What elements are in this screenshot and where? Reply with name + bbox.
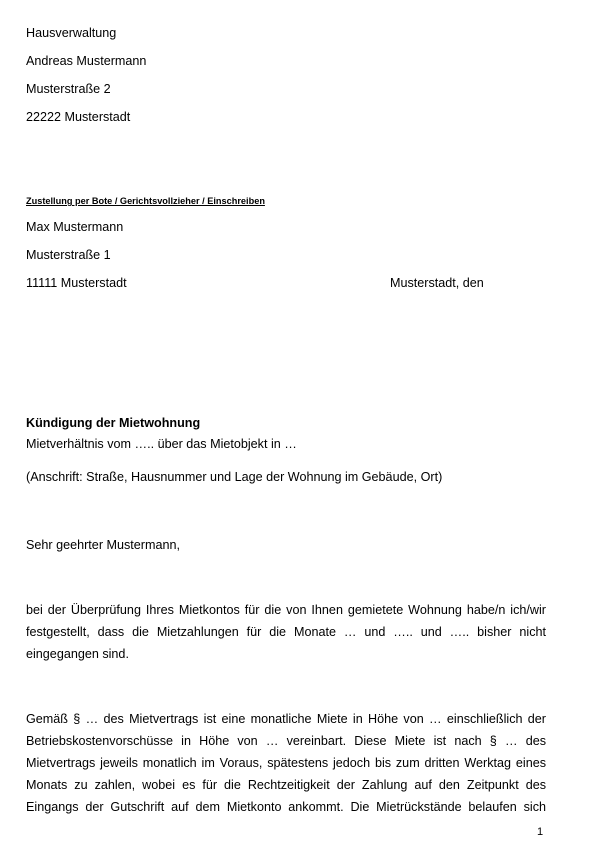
subject-line-3: (Anschrift: Straße, Hausnummer und Lage der Wohnung im Gebäude, Ort) [26, 470, 443, 484]
subject-line-2: Mietverhältnis vom ….. über das Mietobjekt in … [26, 437, 297, 451]
paragraph-1-line: eingegangen sind. [26, 647, 129, 661]
paragraph-2-line: Betriebskostenvorschüsse in Höhe von … vereinbart. Diese Miete ist nach § … des [26, 734, 546, 748]
sender-name: Andreas Mustermann [26, 54, 147, 68]
paragraph-2-line: Mietvertrags jeweils monatlich im Voraus, spätestens jedoch bis zum dritten Werktag eines [26, 756, 546, 770]
sender-street: Musterstraße 2 [26, 82, 111, 96]
sender-city: 22222 Musterstadt [26, 110, 131, 124]
paragraph-2-line: Monats zu zahlen, wobei es für die Rechtzeitigkeit der Zahlung auf den Zeitpunkt des [26, 778, 546, 792]
delivery-note: Zustellung per Bote / Gerichtsvollzieher / Einschreiben [26, 196, 265, 206]
paragraph-2-line: Eingangs der Gutschrift auf dem Mietkonto ankommt. Die Mietrückstände belaufen sich [26, 800, 546, 814]
paragraph-1-line: festgestellt, dass die Mietzahlungen für die Monate … und ….. und ….. bisher nicht [26, 625, 546, 639]
subject-title: Kündigung der Mietwohnung [26, 416, 201, 430]
date-line: Musterstadt, den [390, 276, 484, 290]
paragraph-2-line: Gemäß § … des Mietvertrags ist eine monatliche Miete in Höhe von … einschließlich der [26, 712, 546, 726]
recipient-city: 11111 Musterstadt [26, 276, 127, 290]
sender-company: Hausverwaltung [26, 26, 117, 40]
page-number: 1 [537, 826, 544, 838]
recipient-street: Musterstraße 1 [26, 248, 111, 262]
recipient-name: Max Mustermann [26, 220, 124, 234]
salutation: Sehr geehrter Mustermann, [26, 538, 180, 552]
paragraph-1-line: bei der Überprüfung Ihres Mietkontos für die von Ihnen gemietete Wohnung habe/n ich/wir [26, 603, 546, 617]
